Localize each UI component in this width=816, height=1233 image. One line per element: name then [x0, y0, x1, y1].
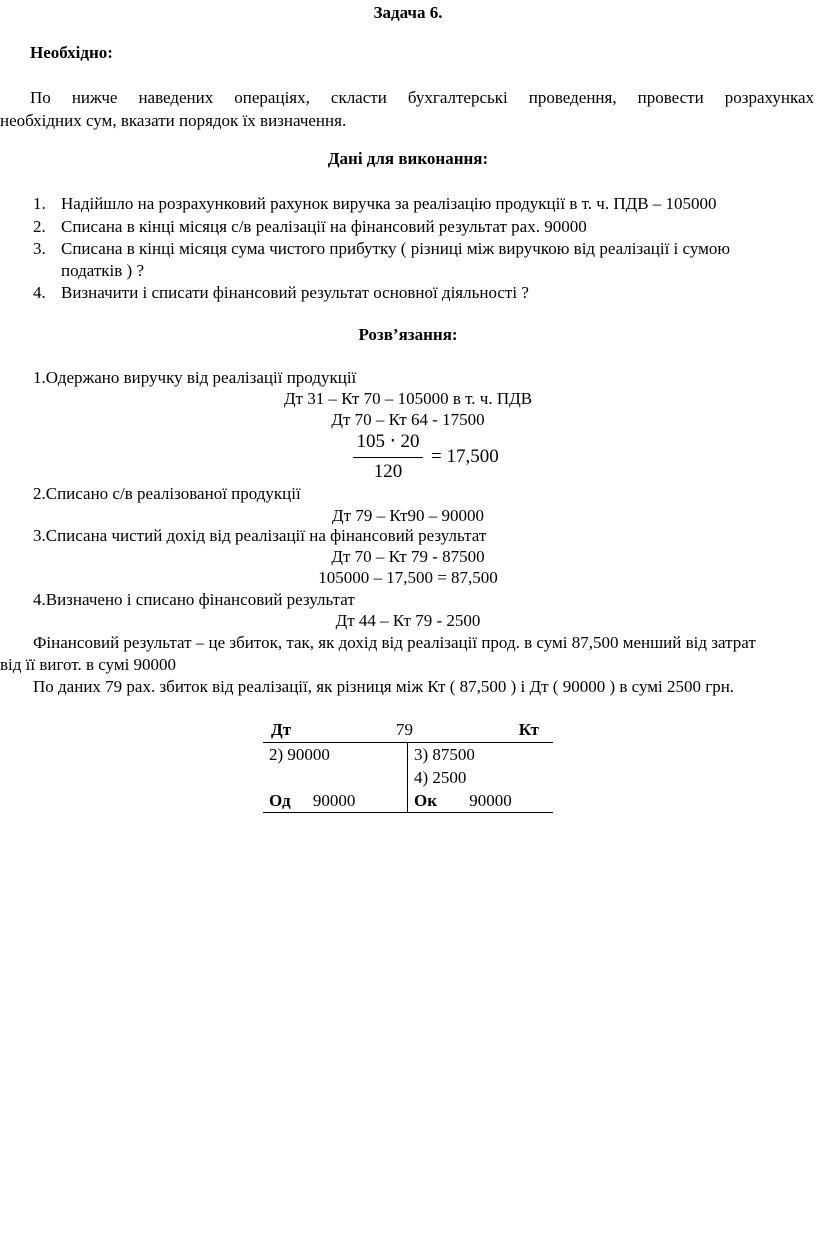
od-label: Од: [269, 790, 291, 810]
document-title: Задача 6.: [373, 3, 443, 22]
list-item-text: податків ) ?: [61, 261, 145, 280]
list-item-number: 3.: [33, 239, 46, 258]
t-account-79: [263, 719, 553, 813]
list-item-3: [33, 239, 730, 259]
conclusion-line-3: По даних 79 рах. збиток від реалізації, як різниця між Кт ( 87,500 ) і Дт ( 90000 ) в сумі 2500 грн.: [33, 677, 735, 696]
list-item-3-continued: [33, 261, 144, 281]
step-1-entry-1: Дт 31 – Кт 70 – 105000 в т. ч. ПДВ: [283, 389, 533, 408]
t-account-row: [263, 743, 553, 767]
debit-label: Дт: [271, 720, 292, 739]
credit-label: Кт: [518, 720, 539, 739]
vat-formula: [353, 431, 503, 485]
formula-result: = 17,500: [431, 446, 499, 467]
t-account-header: [263, 719, 553, 743]
formula-denominator: 120: [373, 461, 403, 482]
list-item-number: 2.: [33, 217, 46, 236]
credit-entry: 4) 2500: [414, 767, 467, 787]
step-2-entry: Дт 79 – Кт90 – 90000: [332, 506, 484, 525]
list-item-number: 4.: [33, 283, 46, 302]
list-item-number: 1.: [33, 194, 46, 213]
debit-turnover: [263, 789, 408, 813]
debit-entry: 2) 90000: [263, 743, 408, 767]
step-3-title: 3.Списана чистий дохід від реалізації на фінансовий результат: [33, 526, 487, 545]
t-account-row: [263, 766, 553, 789]
task-line-1: По нижче наведених операціях, скласти бухгалтерські проведення, провести розрахунках: [30, 88, 814, 107]
step-3-entry: Дт 70 – Кт 79 - 87500: [331, 547, 485, 566]
step-4-title: 4.Визначено і списано фінансовий результат: [33, 590, 355, 609]
list-item-4: [33, 283, 529, 303]
step-1-title: 1.Одержано виручку від реалізації продукції: [33, 368, 357, 387]
list-item-text: Визначити і списати фінансовий результат основної діяльності ?: [61, 283, 529, 302]
step-2-title: 2.Списано с/в реалізованої продукції: [33, 484, 301, 503]
step-1-entry-2: Дт 70 – Кт 64 - 17500: [331, 410, 485, 429]
debit-entry: [263, 766, 408, 789]
task-line-2: необхідних сум, вказати порядок їх визначення.: [0, 111, 347, 130]
ok-value: 90000: [469, 790, 512, 810]
list-item-1: [33, 194, 717, 214]
list-item-text: Списана в кінці місяця с/в реалізації на фінансовий результат рах. 90000: [61, 217, 587, 236]
account-number: 79: [396, 720, 413, 739]
solution-heading: Розв’язання:: [358, 325, 458, 344]
conclusion-line-2: від її вигот. в сумі 90000: [0, 655, 177, 674]
t-account-totals: [263, 789, 553, 813]
list-item-text: Списана в кінці місяця сума чистого прибутку ( різниці між виручкою від реалізації і сумою: [61, 239, 731, 258]
conclusion-line-1: Фінансовий результат – це збиток, так, як дохід від реалізації прод. в сумі 87,500 менший від затрат: [33, 633, 756, 652]
credit-turnover: [408, 789, 554, 813]
step-3-calculation: 105000 – 17,500 = 87,500: [318, 568, 498, 587]
formula-numerator: 105 ⋅ 20: [356, 431, 420, 452]
list-item-2: [33, 217, 587, 237]
fraction-bar: [353, 457, 423, 458]
required-heading: Необхідно:: [30, 43, 113, 62]
od-value: 90000: [312, 790, 356, 810]
credit-entry: 3) 87500: [414, 744, 475, 764]
step-4-entry: Дт 44 – Кт 79 - 2500: [335, 611, 481, 630]
data-heading: Дані для виконання:: [327, 149, 489, 168]
t-account-header-cell: [263, 719, 553, 743]
list-item-text: Надійшло на розрахунковий рахунок виручка за реалізацію продукції в т. ч. ПДВ – 105000: [61, 194, 717, 213]
ok-label: Ок: [414, 790, 438, 810]
